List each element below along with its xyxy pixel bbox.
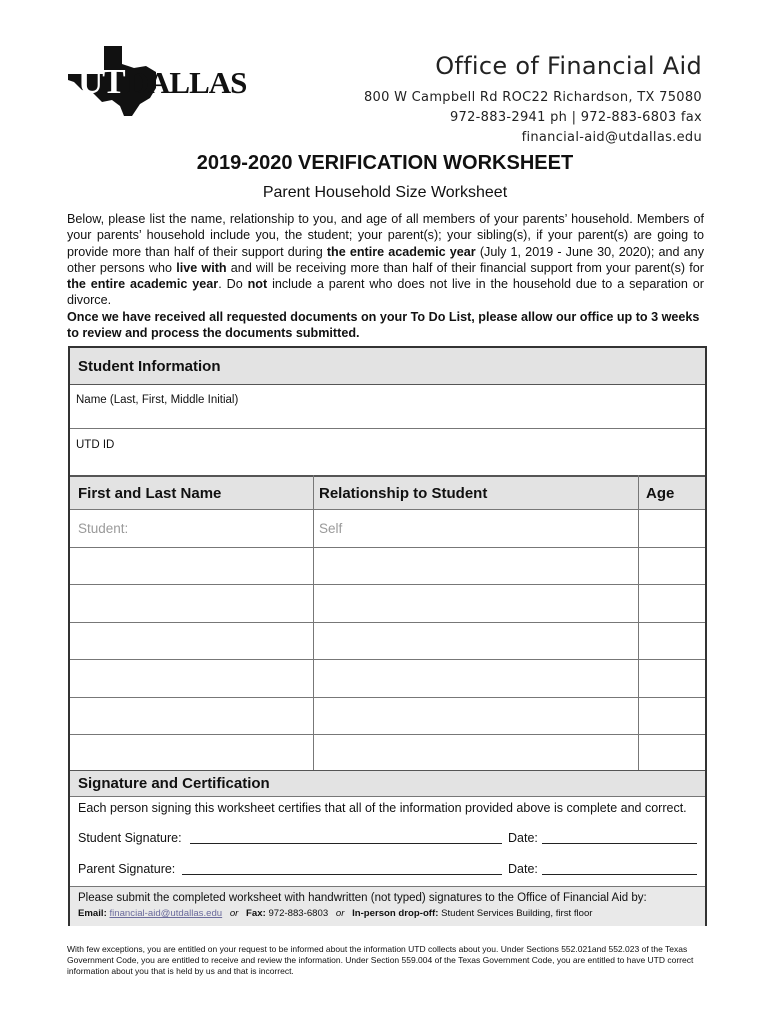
intro-bold-3: the entire academic year	[67, 277, 219, 292]
column-divider	[313, 475, 314, 770]
privacy-footer: With few exceptions, you are entitled on your request to be informed about the information UTD collects about you. Under Sections 552.021and 552.023 of the Texas Government Code, you are entitled to receive and review the information. Under Section 559.004 of the Texas Government Code, you are entitled to have UTD correct information about you that is held by us and that is incorrect.	[67, 944, 694, 976]
utd-id-field[interactable]	[70, 429, 705, 475]
logo-dallas-text: DALLAS	[126, 65, 247, 100]
utd-id-label: UTD ID	[76, 439, 115, 451]
dropoff-location: Student Services Building, first floor	[441, 908, 593, 919]
email-label: Email:	[78, 908, 107, 919]
student-date-field[interactable]	[542, 843, 697, 844]
parent-date-field[interactable]	[542, 874, 697, 875]
col-header-age: Age	[646, 485, 675, 502]
parent-date-label: Date:	[508, 862, 538, 876]
worksheet-form	[68, 346, 707, 926]
parent-signature-label: Parent Signature:	[78, 862, 176, 876]
office-title: Office of Financial Aid	[435, 52, 702, 80]
household-table-header	[70, 475, 705, 510]
intro-text-2: (July 1, 2019 - June 30, 2020); and any other persons who	[67, 244, 704, 275]
table-row[interactable]	[70, 735, 705, 770]
student-signature-label: Student Signature:	[78, 831, 182, 845]
intro-text-5: include a parent who does not live in the household due to a separation or divorce.	[67, 277, 704, 308]
intro-bold-1: the entire academic year	[326, 244, 476, 259]
student-signature-field[interactable]	[190, 843, 502, 844]
column-divider	[638, 475, 639, 770]
submit-instruction-text: Please submit the completed worksheet with handwritten (not typed) signatures to the Office of Financial Aid by:	[78, 892, 647, 904]
cell-relationship[interactable]: Self	[319, 521, 343, 536]
or-separator: or	[229, 908, 239, 919]
student-name-label: Name (Last, First, Middle Initial)	[76, 394, 239, 406]
dropoff-label: In-person drop-off:	[352, 908, 439, 919]
parent-signature-field[interactable]	[182, 874, 502, 875]
table-row[interactable]	[70, 660, 705, 698]
certification-text: Each person signing this worksheet certifies that all of the information provided above is complete and correct.	[78, 801, 687, 815]
table-row[interactable]	[70, 585, 705, 623]
table-row[interactable]	[70, 623, 705, 661]
submit-methods	[78, 908, 705, 919]
intro-bold-2: live with	[176, 260, 227, 275]
student-info-heading: Student Information	[70, 348, 705, 385]
processing-notice: Once we have received all requested documents on your To Do List, please allow our office up to 3 weeks to review and process the documents submitted.	[67, 310, 700, 341]
signature-heading: Signature and Certification	[70, 770, 705, 797]
logo-ut-text: UT	[78, 62, 125, 101]
email-link[interactable]: financial-aid@utdallas.edu	[109, 908, 223, 919]
submission-instructions	[70, 886, 705, 926]
or-separator: or	[335, 908, 345, 919]
intro-bold-4: not	[247, 277, 268, 292]
page-subtitle: Parent Household Size Worksheet	[262, 184, 508, 201]
table-row	[70, 510, 705, 548]
instructions-paragraph	[67, 211, 704, 309]
intro-text-4: . Do	[218, 277, 248, 292]
office-phone-fax: 972-883-2941 ph | 972-883-6803 fax	[449, 110, 702, 125]
cell-name[interactable]: Student:	[78, 521, 129, 536]
col-header-name: First and Last Name	[78, 485, 222, 502]
office-address: 800 W Campbell Rd ROC22 Richardson, TX 75080	[363, 90, 702, 105]
intro-text-1: Below, please list the name, relationship to you, and age of all members of your parents’ household. Members of your parents’ household include you, the student; your parent(s); your sibling(s), if your parent(s) are going to provide more than half of their support during	[67, 212, 704, 259]
col-header-relationship: Relationship to Student	[319, 485, 488, 502]
logo-wordmark	[80, 62, 246, 102]
student-date-label: Date:	[508, 831, 538, 845]
intro-text-3: and will be receiving more than half of their financial support from your parent(s) for	[226, 260, 704, 275]
student-name-field[interactable]	[70, 385, 705, 429]
office-contact-block	[364, 52, 702, 148]
table-row[interactable]	[70, 548, 705, 586]
table-row[interactable]	[70, 698, 705, 736]
fax-number: 972-883-6803	[268, 908, 329, 919]
page-title: 2019-2020 VERIFICATION WORKSHEET	[196, 152, 574, 174]
fax-label: Fax:	[246, 908, 266, 919]
office-email[interactable]: financial-aid@utdallas.edu	[521, 130, 702, 145]
